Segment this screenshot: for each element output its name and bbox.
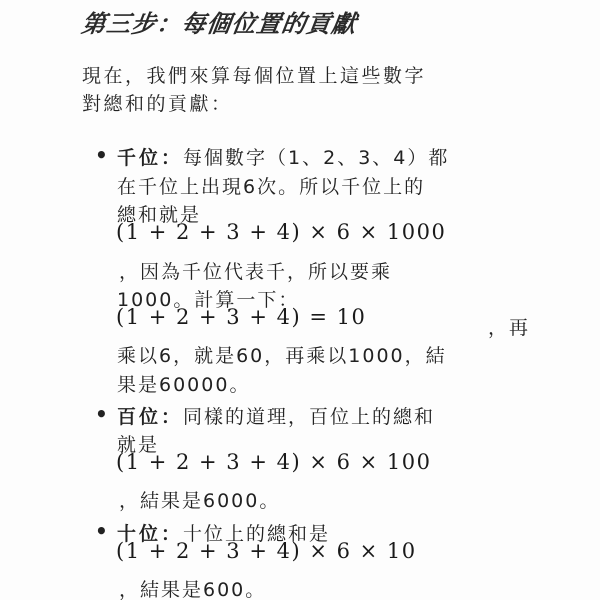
- list-item-hundreds-line-3: ，結果是6000。: [119, 490, 281, 512]
- item-text: 十位上的總和是: [183, 523, 331, 545]
- item-text: 每個數字（1、2、3、4）都: [183, 147, 450, 169]
- item-label-colon: ：: [161, 523, 184, 545]
- item-text: 同樣的道理，百位上的總和: [183, 406, 436, 428]
- bullet-icon: •: [95, 402, 108, 426]
- list-item-hundreds-line-2: 就是: [117, 434, 160, 456]
- item-label-colon: ：: [161, 147, 184, 169]
- item-label-thousands: 千位: [117, 147, 162, 169]
- item-label-tens: 十位: [117, 523, 162, 545]
- section-heading: 第三步：每個位置的貢獻: [79, 10, 359, 38]
- list-item-thousands-line-3: 總和就是: [117, 204, 202, 226]
- bullet-icon: •: [95, 519, 108, 543]
- math-expression-tens: (1 + 2 + 3 + 4) × 6 × 10: [116, 539, 417, 563]
- list-item-thousands-line-6: 乘以6，就是60，再乘以1000，結: [117, 345, 447, 367]
- intro-line-1: 現在，我們來算每個位置上這些數字: [82, 65, 427, 87]
- list-item-thousands-line-4: ，因為千位代表千，所以要乘: [119, 261, 393, 283]
- math-expression-sum: (1 + 2 + 3 + 4) = 10: [116, 305, 367, 329]
- math-expression-hundreds: (1 + 2 + 3 + 4) × 6 × 100: [116, 450, 432, 474]
- bullet-icon: •: [95, 143, 108, 167]
- item-label-colon: ：: [161, 406, 184, 428]
- math-expression-thousands: (1 + 2 + 3 + 4) × 6 × 1000: [116, 220, 447, 244]
- list-item-hundreds-line-1: [117, 402, 435, 429]
- intro-line-2: 對總和的貢獻：: [82, 93, 233, 115]
- list-item-tens-line-2: ，結果是600。: [119, 579, 267, 600]
- list-item-thousands-line-2: 在千位上出現6次。所以千位上的: [117, 176, 426, 198]
- list-item-thousands-line-7: 果是60000。: [117, 374, 251, 396]
- list-item-thousands-line-5: 1000。計算一下：: [117, 289, 300, 311]
- list-item-thousands-line-1: [117, 143, 449, 170]
- item-label-hundreds: 百位: [117, 406, 162, 428]
- list-item-thousands-suffix: ，再: [488, 317, 531, 339]
